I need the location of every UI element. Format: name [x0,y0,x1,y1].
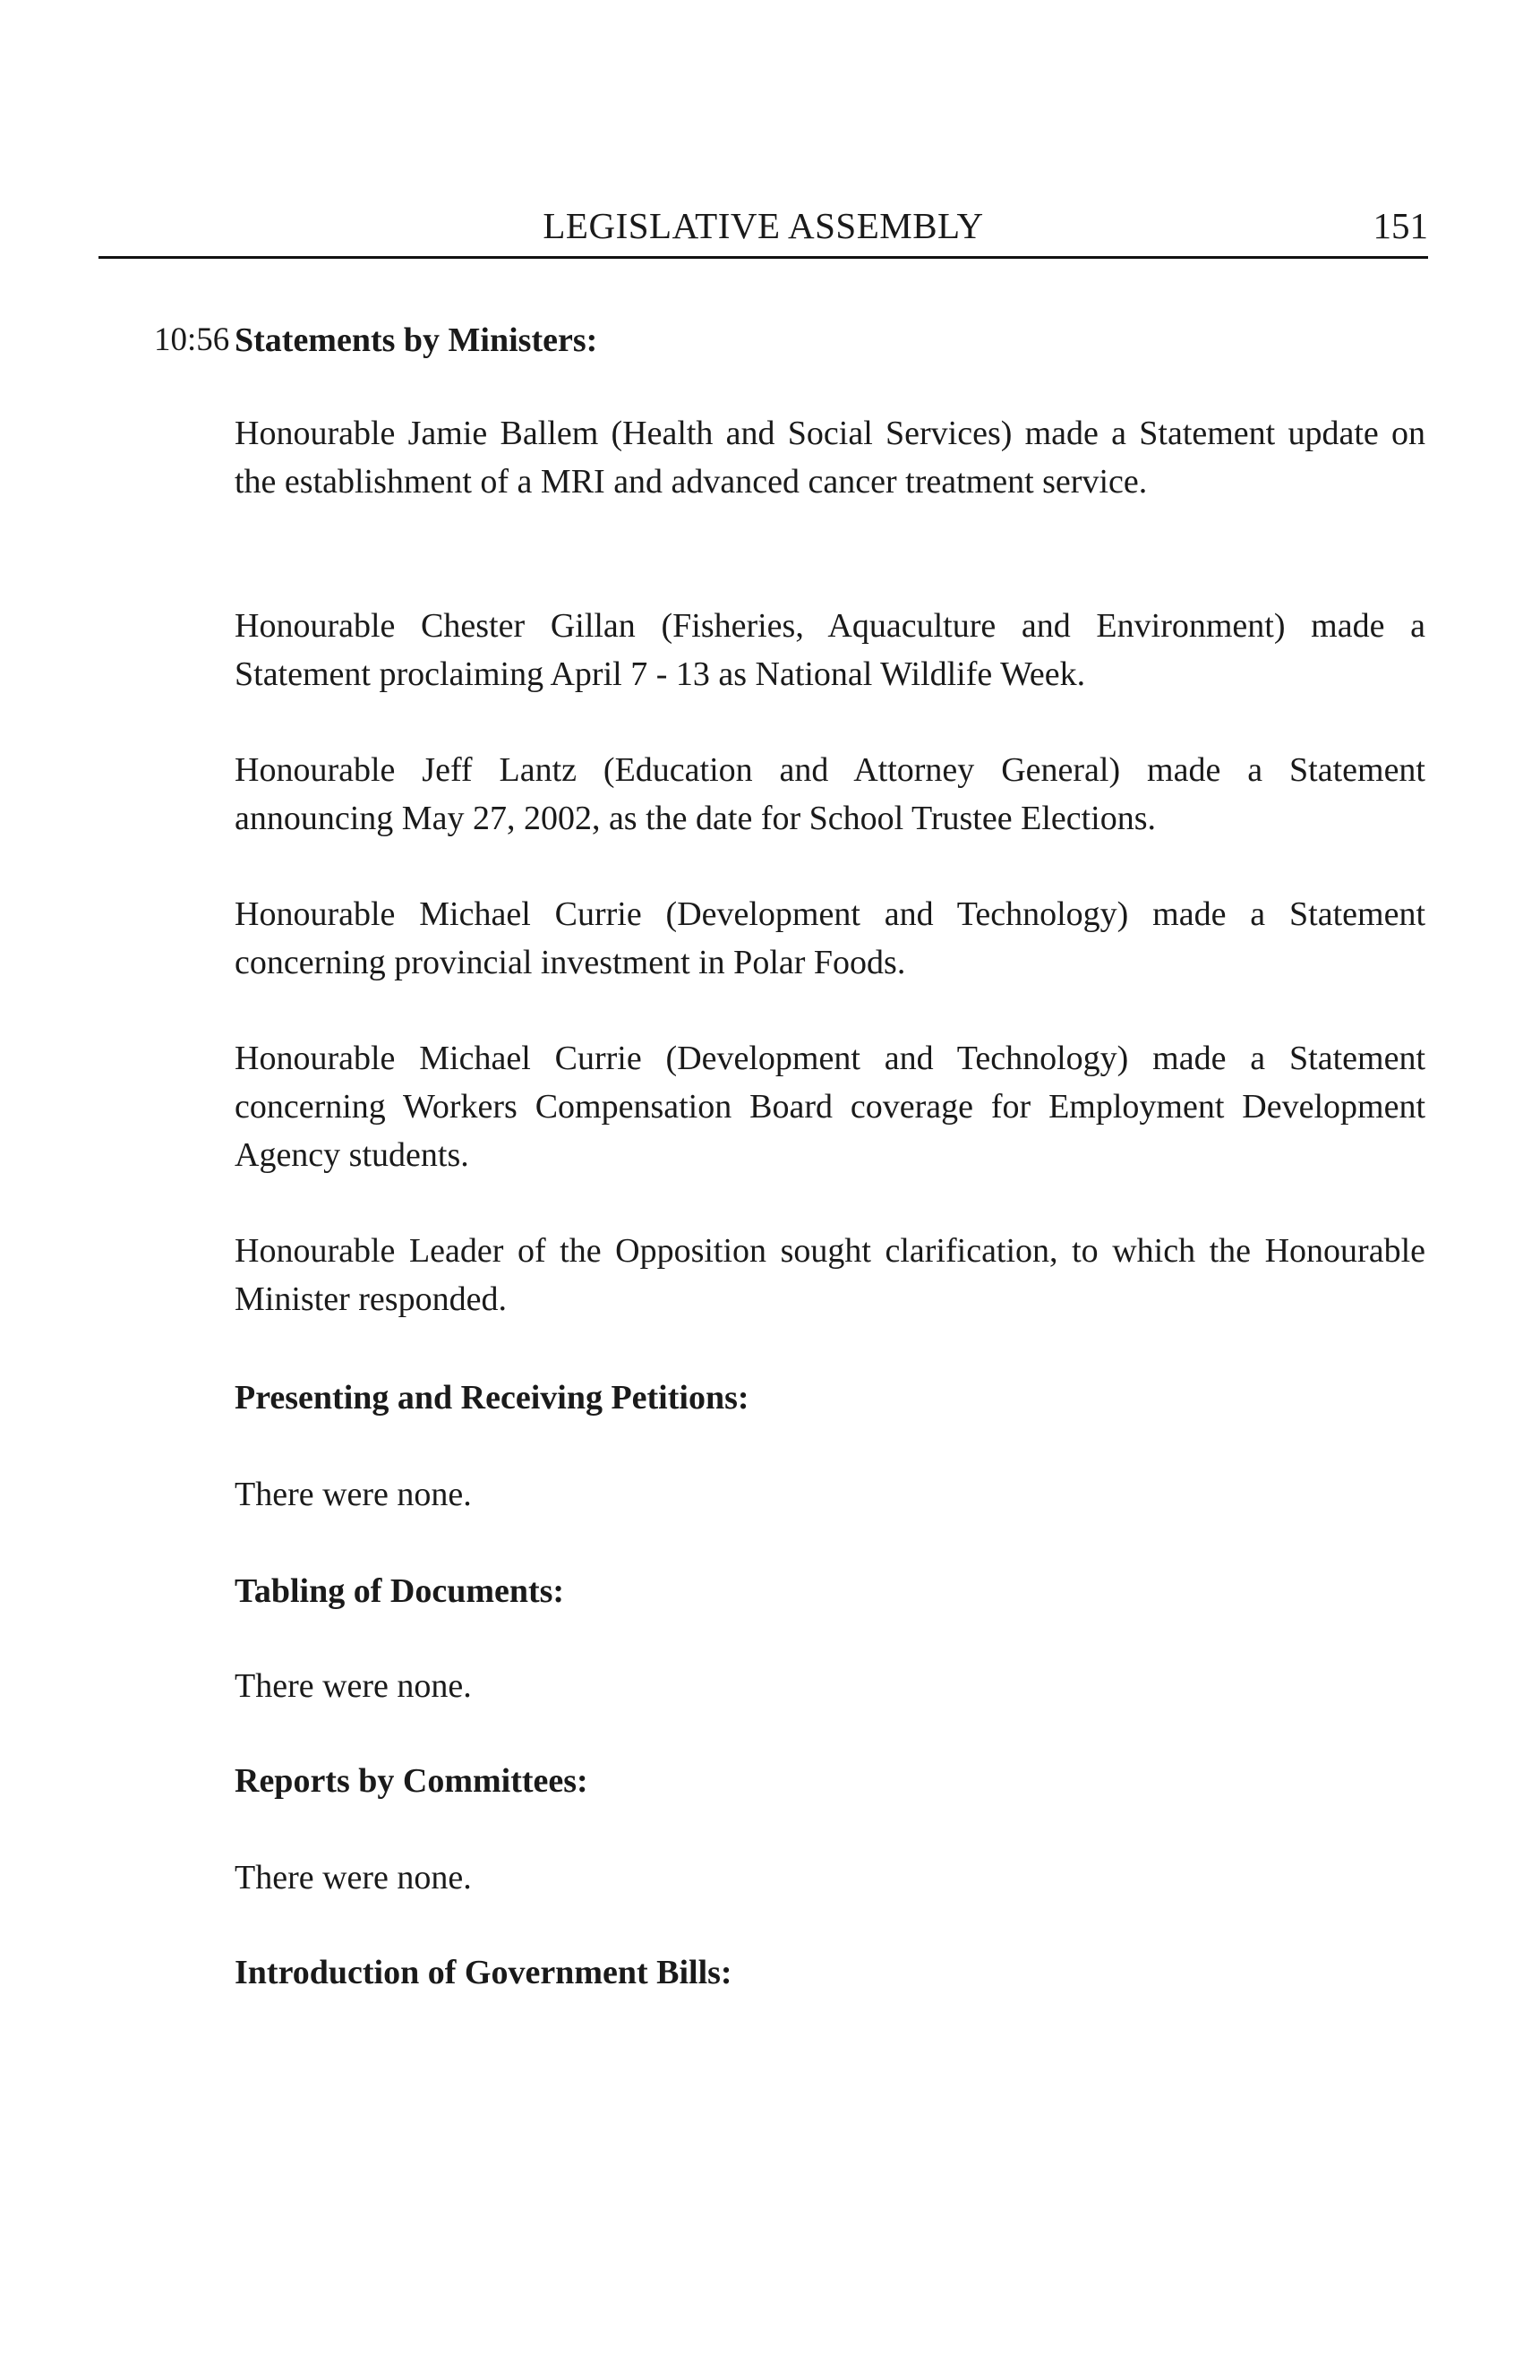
time-stamp: 10:56 [154,321,230,358]
petitions-body: There were none. [235,1476,472,1513]
running-title: LEGISLATIVE ASSEMBLY [543,205,984,246]
statement-paragraph-2: Honourable Chester Gillan (Fisheries, Aquaculture and Environment) made a Statement proclaiming April 7 - 13 as National Wildlife Week. [235,607,1425,693]
section-heading-statements: Statements by Ministers: [235,321,598,359]
statement-paragraph-4: Honourable Michael Currie (Development and Technology) made a Statement concerning provincial investment in Polar Foods. [235,895,1425,981]
statement-paragraph-1: Honourable Jamie Ballem (Health and Social Services) made a Statement update on the establishment of a MRI and advanced cancer treatment service. [235,415,1425,501]
statement-paragraph-5: Honourable Michael Currie (Development and Technology) made a Statement concerning Workers Compensation Board coverage for Employment Development Agency students. [235,1040,1425,1174]
section-heading-petitions: Presenting and Receiving Petitions: [235,1379,749,1417]
page-number: 151 [1373,205,1428,246]
statement-paragraph-6: Honourable Leader of the Opposition sought clarification, to which the Honourable Minister responded. [235,1232,1425,1318]
tabling-body: There were none. [235,1667,472,1705]
header-rule [98,256,1428,259]
statement-paragraph-3: Honourable Jeff Lantz (Education and Attorney General) made a Statement announcing May 27, 2002, as the date for School Trustee Elections. [235,751,1425,837]
section-heading-tabling: Tabling of Documents: [235,1572,565,1610]
section-heading-reports: Reports by Committees: [235,1762,588,1800]
page-header [98,199,1428,253]
reports-body: There were none. [235,1859,472,1896]
section-heading-bills: Introduction of Government Bills: [235,1954,732,1991]
